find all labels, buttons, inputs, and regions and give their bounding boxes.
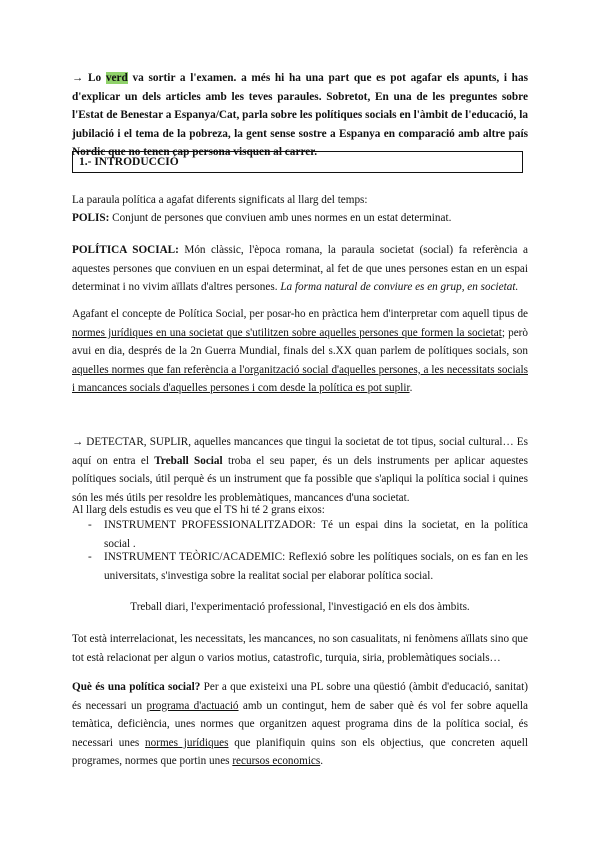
arrow-icon: →: [72, 72, 84, 84]
paragraph-agafant: Agafant el concepte de Política Social, per posar-ho en pràctica hem d'interpretar com aquell tipus de normes jurídiques en una societat que s'utilitzen sobre aquelles persones que formen la societat; però avui en dia, després de la 2n Guerra Mundial, finals del s.XX quan parlem de polítiques socials, son aquelles normes que fan referència a l'organització social d'aquelles persones, a les necessitats socials i mancances socials d'aquelles persones i com desde la política es pot suplir.: [72, 308, 528, 395]
question-heading: Què és una política social?: [72, 681, 201, 693]
paragraph-que-es: Què és una política social? Per a que existeixi una PL sobre una qüestió (àmbit d'educació, sanitat) és necessari un programa d'actuació amb un contingut, hem de saber què és vol fer sobre aquella temàtica, deficiència, unes normes que organitzen aquest programa dins de la política social, és necessari unes normes jurídiques que planifiquin quins son els objectius, que concreten aquell programes, normes que portin unes recursos economics.: [72, 681, 528, 768]
list-item: - INSTRUMENT PROFESSIONALITZADOR: Té un espai dins la societat, en la política social .: [88, 519, 528, 550]
term-politica-social: POLÍTICA SOCIAL:: [72, 244, 179, 256]
highlighted-word: verd: [105, 72, 128, 84]
paragraph-eixos-intro: Al llarg dels estudis es veu que el TS hi té 2 grans eixos:: [72, 504, 325, 516]
term-treball-social: Treball Social: [154, 454, 223, 467]
section-heading: 1.- INTRODUCCIÓ: [72, 151, 523, 173]
exam-note: → Lo verd va sortir a l'examen. a més hi ha una part que es pot agafar els apunts, i has d'explicar un dels articles amb les teves paraules. Sobretot, En una de les preguntes sobre l'Estat de Benestar a Espanya/Cat, parla sobre les polítiques socials en l'àmbit de l'educació, la jubilació i el tema de la pobreza, la gent sense sostre a Espanya en comparació amb altre país Nordic que no tenen cap persona visquen al carrer.: [72, 72, 528, 158]
paragraph-treball-diari: Treball diari, l'experimentació professional, l'investigació en els dos àmbits.: [130, 601, 470, 613]
paragraph-polis: POLIS: Conjunt de persones que conviuen amb unes normes en un estat determinat.: [72, 212, 452, 224]
list-item: - INSTRUMENT TEÒRIC/ACADEMIC: Reflexió sobre les polítiques socials, on es fan en les universitats, s'investiga sobre la realitat social per elaborar política social.: [88, 551, 528, 582]
paragraph-politica-social: POLÍTICA SOCIAL: Món clàssic, l'època romana, la paraula societat (social) fa referència a aquestes persones que conviuen en un espai determinat, al fet de que unes persones estan en un espai determinat i no vivim aïllats d'altres persones. La forma natural de conviure es en grup, en societat.: [72, 244, 528, 294]
term-polis: POLIS:: [72, 212, 110, 224]
paragraph-tot-esta: Tot està interrelacionat, les necessitats, les mancances, no son casualitats, ni fenòmens aïllats sino que tot està relacionat per algun o varios motius, catastrofic, turquia, siria, problemàtiques socials…: [72, 633, 528, 664]
paragraph-politica-intro: La paraula política a agafat diferents significats al llarg del temps:: [72, 194, 368, 206]
paragraph-detectar: → DETECTAR, SUPLIR, aquelles mancances que tingui la societat de tot tipus, social cultural… Es aquí on entra el Treball Social troba el seu paper, és un dels instruments per aplicar aquestes polítiques socials, útil perquè és un instrument que fa possible que s'apliqui la política social i quines són les més útils per resoldre les problemàtiques, mancances d'una societat.: [72, 436, 528, 504]
